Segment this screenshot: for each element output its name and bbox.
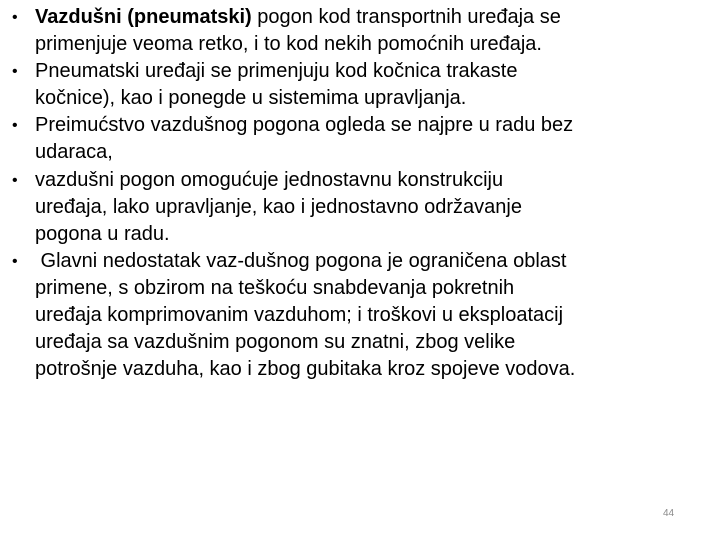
bullet-line: pogona u radu. [35,222,170,245]
bullet-line: potrošnje vazduha, kao i zbog gubitaka kroz spojeve vodova. [35,358,576,381]
bullet-icon: • [12,252,18,270]
bullet-icon: • [12,9,18,26]
bullet-line [35,4,720,31]
bullet-list [12,4,720,383]
bullet-item [12,4,720,58]
page-number: 44 [663,508,675,519]
bold-term: Vazdušni (pneumatski) [35,6,252,28]
bullet-line: kočnice), kao i ponegde u sistemima upravljanja. [35,87,467,110]
bullet-item [12,58,720,112]
bullet-line: primene, s obzirom na teškoću snabdevanja pokretnih [35,276,515,299]
bullet-line: Glavni nedostatak vaz-dušnog pogona je ograničena oblast [35,249,567,272]
bullet-line: primenjuje veoma retko, i to kod nekih pomoćnih uređaja. [35,33,542,56]
line-text: pogon kod transportnih uređaja se [251,6,561,28]
bullet-item [12,167,720,248]
bullet-line: uređaja, lako upravljanje, kao i jednostavno održavanje [35,195,522,218]
bullet-line: Preimućstvo vazdušnog pogona ogleda se najpre u radu bez [35,114,574,137]
bullet-icon: • [12,171,18,189]
bullet-line: vazdušni pogon omogućuje jednostavnu konstrukciju [35,168,504,191]
bullet-line: Pneumatski uređaji se primenjuju kod kočnica trakaste [35,60,518,83]
bullet-item [12,248,720,383]
bullet-line: udaraca, [35,141,113,164]
bullet-item [12,112,720,166]
bullet-icon: • [12,63,18,81]
bullet-icon: • [12,117,18,135]
bullet-line: uređaja komprimovanim vazduhom; i troškovi u eksploatacij [35,304,564,327]
bullet-line: uređaja sa vazdušnim pogonom su znatni, zbog velike [35,331,516,354]
